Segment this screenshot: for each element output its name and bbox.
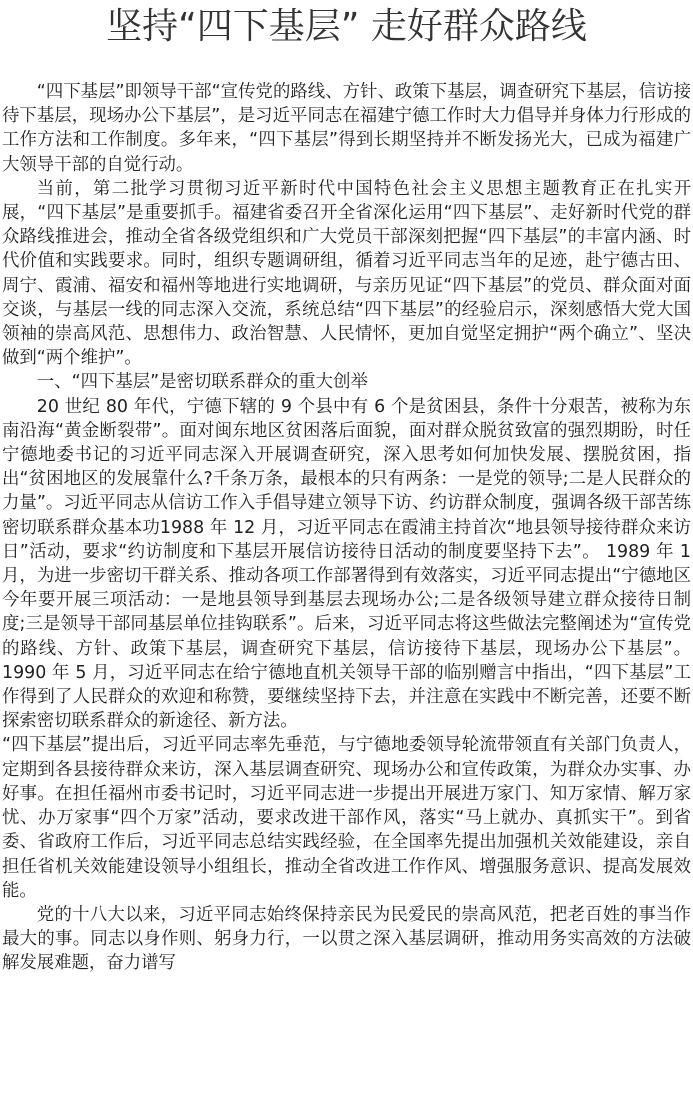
paragraph-intro: “四下基层”即领导干部“宣传党的路线、方针、政策下基层，调查研究下基层，信访接待下基层，现场办公下基层”，是习近平同志在福建宁德工作时大力倡导并身体力行形成的工作方法和工作制度。多年来，“四下基层”得到长期坚持并不断发扬光大，已成为福建广大领导干部的自觉行动。	[2, 82, 691, 175]
paragraph-18th-congress: 党的十八大以来，习近平同志始终保持亲民为民爱民的崇高风范，把老百姓的事当作最大的事。同志以身作则、躬身力行，一以贯之深入基层调研，推动用务实高效的方法破解发展难题，奋力谱写	[2, 904, 691, 974]
paragraph-current: 当前，第二批学习贯彻习近平新时代中国特色社会主义思想主题教育正在扎实开展，“四下基层”是重要抓手。福建省委召开全省深化运用“四下基层”、走好新时代党的群众路线推进会，推动全省各级党组织和广大党员干部深刻把握“四下基层”的丰富内涵、时代价值和实践要求。同时，组织专题调研组，循着习近平同志当年的足迹，赴宁德古田、周宁、霞浦、福安和福州等地进行实地调研，与亲历见证“四下基层”的党员、群众面对面交谈，与基层一线的同志深入交流，系统总结“四下基层”的经验启示，深刻感悟大党大国领袖的崇高风范、思想伟力、政治智慧、人民情怀，更加自觉坚定拥护“两个确立”、坚决做到“两个维护”。	[2, 178, 691, 369]
paragraph-history: 20 世纪 80 年代，宁德下辖的 9 个县中有 6 个是贫困县，条件十分艰苦，被称为东南沿海“黄金断裂带”。面对闽东地区贫困落后面貌，面对群众脱贫致富的强烈期盼，时任宁德地委书记的习近平同志深入开展调查研究，深入思考如何加快发展、摆脱贫困，指出“贫困地区的发展靠什么?千条万条，最根本的只有两条：一是党的领导;二是人民群众的力量”。习近平同志从信访工作入手倡导建立领导下访、约访群众制度，强调各级干部苦练密切联系群众基本功1988 年 12 月，习近平同志在霞浦主持首次“地县领导接待群众来访日”活动，要求“约访制度和下基层开展信访接待日活动的制度要坚持下去”。 1989 年 1 月，为进一步密切干群关系、推动各项工作部署得到有效落实，习近平同志提出“宁德地区今年要开展三项活动：一是地县领导到基层去现场办公;二是各级领导建立群众接待日制度;三是领导干部同基层单位挂钩联系”。后来，习近平同志将这些做法完整阐述为“宣传党的路线、方针、政策下基层，调查研究下基层，信访接待下基层，现场办公下基层”。1990 年 5 月，习近平同志在给宁德地直机关领导干部的临别赠言中指出，“四下基层”工作得到了人民群众的欢迎和称赞，要继续坚持下去，并注意在实践中不断完善，还要不断探索密切联系群众的新途径、新方法。	[2, 396, 691, 732]
article-body	[2, 80, 691, 976]
section-heading-1: 一、“四下基层”是密切联系群众的重大创举	[36, 372, 368, 393]
article-title: 坚持“四下基层” 走好群众路线	[106, 6, 587, 47]
paragraph-practice: “四下基层”提出后，习近平同志率先垂范，与宁德地委领导轮流带领直有关部门负责人，定期到各县接待群众来访，深入基层调查研究、现场办公和宣传政策，为群众办实事、办好事。在担任福州市委书记时，习近平同志进一步提出开展进万家门、知万家情、解万家忧、办万家事“四个万家”活动，要求改进干部作风，落实“马上就办、真抓实干”。到省委、省政府工作后，习近平同志总结实践经验，在全国率先提出加强机关效能建设，亲自担任省机关效能建设领导小组组长，推动全省改进工作作风、增强服务意识、提高发展效能。	[2, 735, 691, 901]
